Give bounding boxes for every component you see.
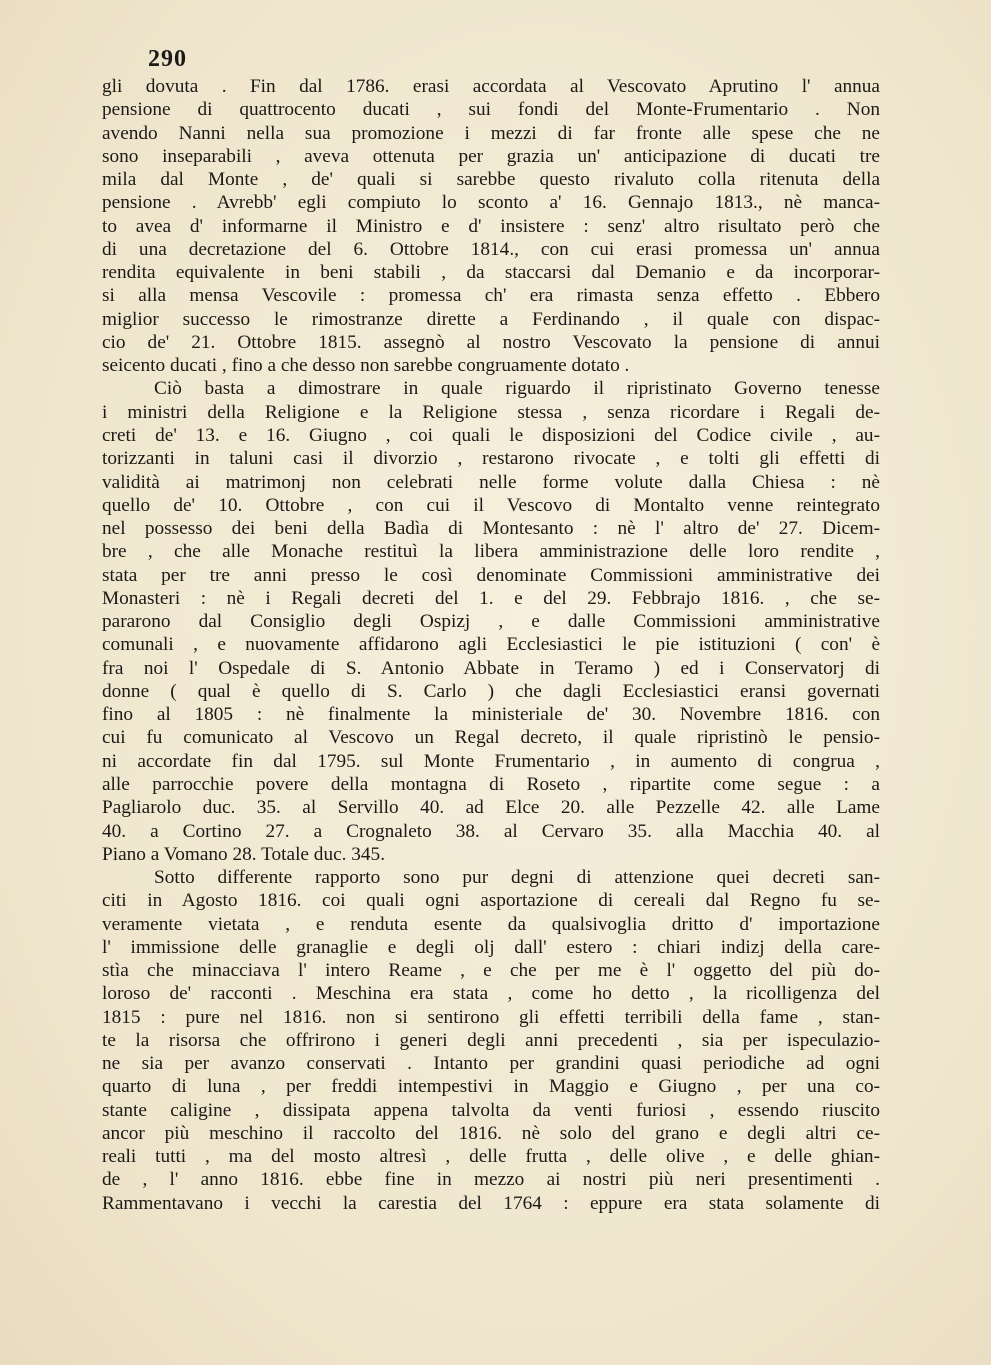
paragraph-start-line: Ciò basta a dimostrare in quale riguardo il ripristinato Governo tenesse (154, 378, 880, 400)
text-line: Rammentavano i vecchi la carestia del 1764 : eppure era stata solamente di (102, 1192, 880, 1214)
text-line: stìa che minacciava l' intero Reame , e che per me è l' oggetto del più do- (102, 960, 880, 982)
text-line: validità ai matrimonj non celebrati nelle forme volute dalla Chiesa : nè (102, 471, 880, 493)
text-line: mila dal Monte , de' quali si sarebbe questo rivaluto colla ritenuta della (102, 169, 880, 191)
text-line: stante caligine , dissipata appena talvolta da venti furiosi , essendo riuscito (102, 1099, 880, 1121)
text-line: si alla mensa Vescovile : promessa ch' era rimasta senza effetto . Ebbero (102, 285, 880, 307)
text-line: gli dovuta . Fin dal 1786. erasi accordata al Vescovato Aprutino l' annua (102, 76, 880, 97)
text-line: stata per tre anni presso le così denominate Commissioni amministrative dei (102, 564, 880, 586)
text-line: to avea d' informarne il Ministro e d' insistere : senz' altro risultato però che (102, 215, 880, 237)
text-line: pensione di quattrocento ducati , sui fondi del Monte-Frumentario . Non (102, 99, 880, 121)
text-line: reali tutti , ma del mosto altresì , delle frutta , delle olive , e delle ghian- (102, 1146, 880, 1168)
text-line: quarto di luna , per freddi intempestivi in Maggio e Giugno , per una co- (102, 1076, 880, 1098)
text-line: loroso de' racconti . Meschina era stata , come ho detto , la ricolligenza del (102, 983, 880, 1005)
text-line: sono inseparabili , aveva ottenuta per grazia un' anticipazione di ducati tre (102, 145, 880, 167)
text-line: veramente vietata , e renduta esente da qualsivoglia dritto d' importazione (102, 913, 880, 935)
text-line: bre , che alle Monache restituì la libera amministrazione delle loro rendite , (102, 541, 880, 563)
text-line: 40. a Cortino 27. a Crognaleto 38. al Cervaro 35. alla Macchia 40. al (102, 820, 880, 842)
text-line: pararono dal Consiglio degli Ospizj , e dalle Commissioni amministrative (102, 611, 880, 633)
text-line: seicento ducati , fino a che desso non sarebbe congruamente dotato . (102, 355, 630, 377)
text-line: nel possesso dei beni della Badìa di Montesanto : nè l' altro de' 27. Dicem- (102, 518, 880, 540)
text-line: de , l' anno 1816. ebbe fine in mezzo ai nostri più neri presentimenti . (102, 1169, 880, 1191)
text-line: quello de' 10. Ottobre , con cui il Vescovo di Montalto venne reintegrato (102, 494, 880, 516)
text-line: torizzanti in taluni casi il divorzio , restarono rivocate , e tolti gli effetti di (102, 448, 880, 470)
paragraph-start-line: Sotto differente rapporto sono pur degni di attenzione quei decreti san- (154, 867, 880, 889)
text-line: te la risorsa che offrirono i generi degli anni precedenti , sia per ispeculazio- (102, 1029, 880, 1051)
text-line: Monasteri : nè i Regali decreti del 1. e del 29. Febbrajo 1816. , che se- (102, 587, 880, 609)
text-line: fra noi l' Ospedale di S. Antonio Abbate in Teramo ) ed i Conservatorj di (102, 657, 880, 679)
text-line: ni accordate fin dal 1795. sul Monte Frumentario , in aumento di congrua , (102, 750, 880, 772)
text-line: pensione . Avrebb' egli compiuto lo sconto a' 16. Gennajo 1813., nè manca- (102, 192, 880, 214)
text-line: Piano a Vomano 28. Totale duc. 345. (102, 843, 386, 865)
text-line: miglior successo le rimostranze dirette a Ferdinando , il quale con dispac- (102, 308, 880, 330)
text-line: l' immissione delle granaglie e degli olj dall' estero : chiari indizj della care- (102, 936, 880, 958)
text-line: cui fu comunicato al Vescovo un Regal decreto, il quale ripristinò le pensio- (102, 727, 880, 749)
text-line: comunali , e nuovamente affidarono agli Ecclesiastici le pie istituzioni ( con' è (102, 634, 880, 656)
text-line: fino al 1805 : nè finalmente la ministeriale de' 30. Novembre 1816. con (102, 704, 880, 726)
text-line: Pagliarolo duc. 35. al Servillo 40. ad Elce 20. alle Pezzelle 42. alle Lame (102, 797, 880, 819)
text-line: donne ( qual è quello di S. Carlo ) che dagli Ecclesiastici eransi governati (102, 680, 880, 702)
text-line: ancor più meschino il raccolto del 1816. nè solo del grano e degli altri ce- (102, 1122, 880, 1144)
text-line: creti de' 13. e 16. Giugno , coi quali le disposizioni del Codice civile , au- (102, 424, 880, 446)
text-line: di una decretazione del 6. Ottobre 1814., con cui erasi promessa un' annua (102, 238, 880, 260)
text-line: 1815 : pure nel 1816. non si sentirono gli effetti terribili della fame , stan- (102, 1006, 880, 1028)
text-line: ne sia per avanzo conservati . Intanto per grandini quasi periodiche ad ogni (102, 1053, 880, 1075)
text-line: rendita equivalente in beni stabili , da staccarsi dal Demanio e da incorporar- (102, 262, 880, 284)
body-text (102, 75, 880, 1215)
text-line: i ministri della Religione e la Religione stessa , senza ricordare i Regali de- (102, 401, 880, 423)
page-number: 290 (148, 46, 187, 72)
text-line: cio de' 21. Ottobre 1815. assegnò al nostro Vescovato la pensione di annui (102, 331, 880, 353)
text-line: alle parrocchie povere della montagna di Roseto , ripartite come segue : a (102, 773, 880, 795)
text-line: avendo Nanni nella sua promozione i mezzi di far fronte alle spese che ne (102, 122, 880, 144)
text-line: citi in Agosto 1816. coi quali ogni asportazione di cereali dal Regno fu se- (102, 890, 880, 912)
